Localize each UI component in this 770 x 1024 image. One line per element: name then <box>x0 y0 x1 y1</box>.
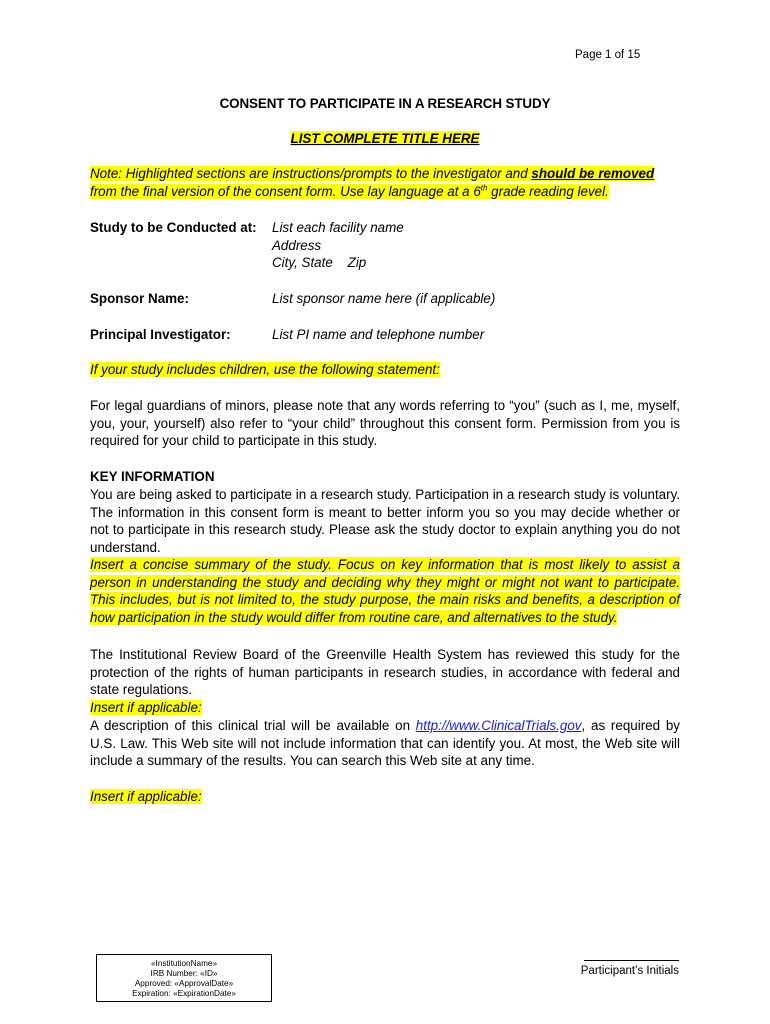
facility-name: List each facility name <box>272 220 404 235</box>
summary-prompt <box>90 556 680 627</box>
children-prompt <box>90 361 680 379</box>
summary-prompt-text: Insert a concise summary of the study. Focus on key information that is most likely to assist a person in understanding the study and deciding why they might or might not want to participate. This includes, but is not limited to, the study purpose, the main risks and benefits, a description of how participation in the study would differ from routine care, and alternatives to the study. <box>90 557 680 626</box>
applicable-prompt-1 <box>90 699 680 717</box>
expiration-date: Expiration: «ExpirationDate» <box>132 989 236 998</box>
irb-number: IRB Number: «ID» <box>150 969 218 978</box>
irb-paragraph: The Institutional Review Board of the Greenville Health System has reviewed this study for the protection of the rights of human participants in research studies, in accordance with federal and state regulations. <box>90 647 680 698</box>
trial-text-2: , as required by U.S. Law. This Web site will not include information that can identify you. At most, the Web site will include a summary of the results. You can search this Web site at any time. <box>90 718 680 769</box>
participant-initials-label: Participant’s Initials <box>580 965 679 977</box>
facility-address: Address <box>272 237 322 253</box>
study-title-prompt: LIST COMPLETE TITLE HERE <box>290 131 480 146</box>
children-prompt-text: If your study includes children, use the following statement: <box>90 362 440 377</box>
note-highlight <box>90 166 654 199</box>
key-info-heading: KEY INFORMATION <box>90 469 215 484</box>
study-location-label: Study to be Conducted at: <box>90 220 257 235</box>
irb-approval-box <box>96 954 272 1002</box>
facility-city-state-zip: City, State Zip <box>272 255 367 271</box>
page-number: Page 1 of 15 <box>575 49 641 61</box>
instruction-note <box>90 165 680 200</box>
key-info-paragraph: You are being asked to participate in a research study. Participation in a research study is voluntary. The information in this consent form is meant to better inform you so you may decide whether or not to participate in this research study. Please ask the study doctor to explain anything you do not understand. <box>90 487 681 556</box>
sponsor-label: Sponsor Name: <box>90 291 189 306</box>
applicable-prompt-2 <box>90 788 680 806</box>
note-superscript: th <box>480 183 488 193</box>
study-location-value <box>272 219 404 272</box>
document-title: CONSENT TO PARTICIPATE IN A RESEARCH STUDY <box>219 96 551 111</box>
note-text-3: grade reading level. <box>487 183 609 199</box>
institution-name: «InstitutionName» <box>151 959 217 968</box>
guardian-paragraph: For legal guardians of minors, please note that any words referring to “you” (such as I, me, myself, you, your, yourself) also refer to “your child” throughout this consent form. Permission from you is required for your child to participate in this study. <box>90 398 680 449</box>
clinical-trial-paragraph <box>90 717 680 770</box>
clinicaltrials-link[interactable]: http://www.ClinicalTrials.gov <box>415 718 582 733</box>
pi-value: List PI name and telephone number <box>272 327 485 342</box>
sponsor-value: List sponsor name here (if applicable) <box>272 291 496 306</box>
initials-signature-line[interactable] <box>584 960 679 961</box>
subtitle-wrapper <box>0 130 770 148</box>
note-emphasis: should be removed <box>531 166 655 181</box>
pi-label: Principal Investigator: <box>90 327 231 342</box>
note-text-2: from the final version of the consent form. Use lay language at a 6 <box>90 183 481 199</box>
note-text-1: Note: Highlighted sections are instructions/prompts to the investigator and <box>90 166 532 181</box>
approval-date: Approved: «ApprovalDate» <box>134 979 234 988</box>
trial-text-1: A description of this clinical trial will be available on <box>90 718 416 733</box>
applicable-prompt-1-text: Insert if applicable: <box>90 700 202 715</box>
applicable-prompt-2-text: Insert if applicable: <box>90 789 202 804</box>
